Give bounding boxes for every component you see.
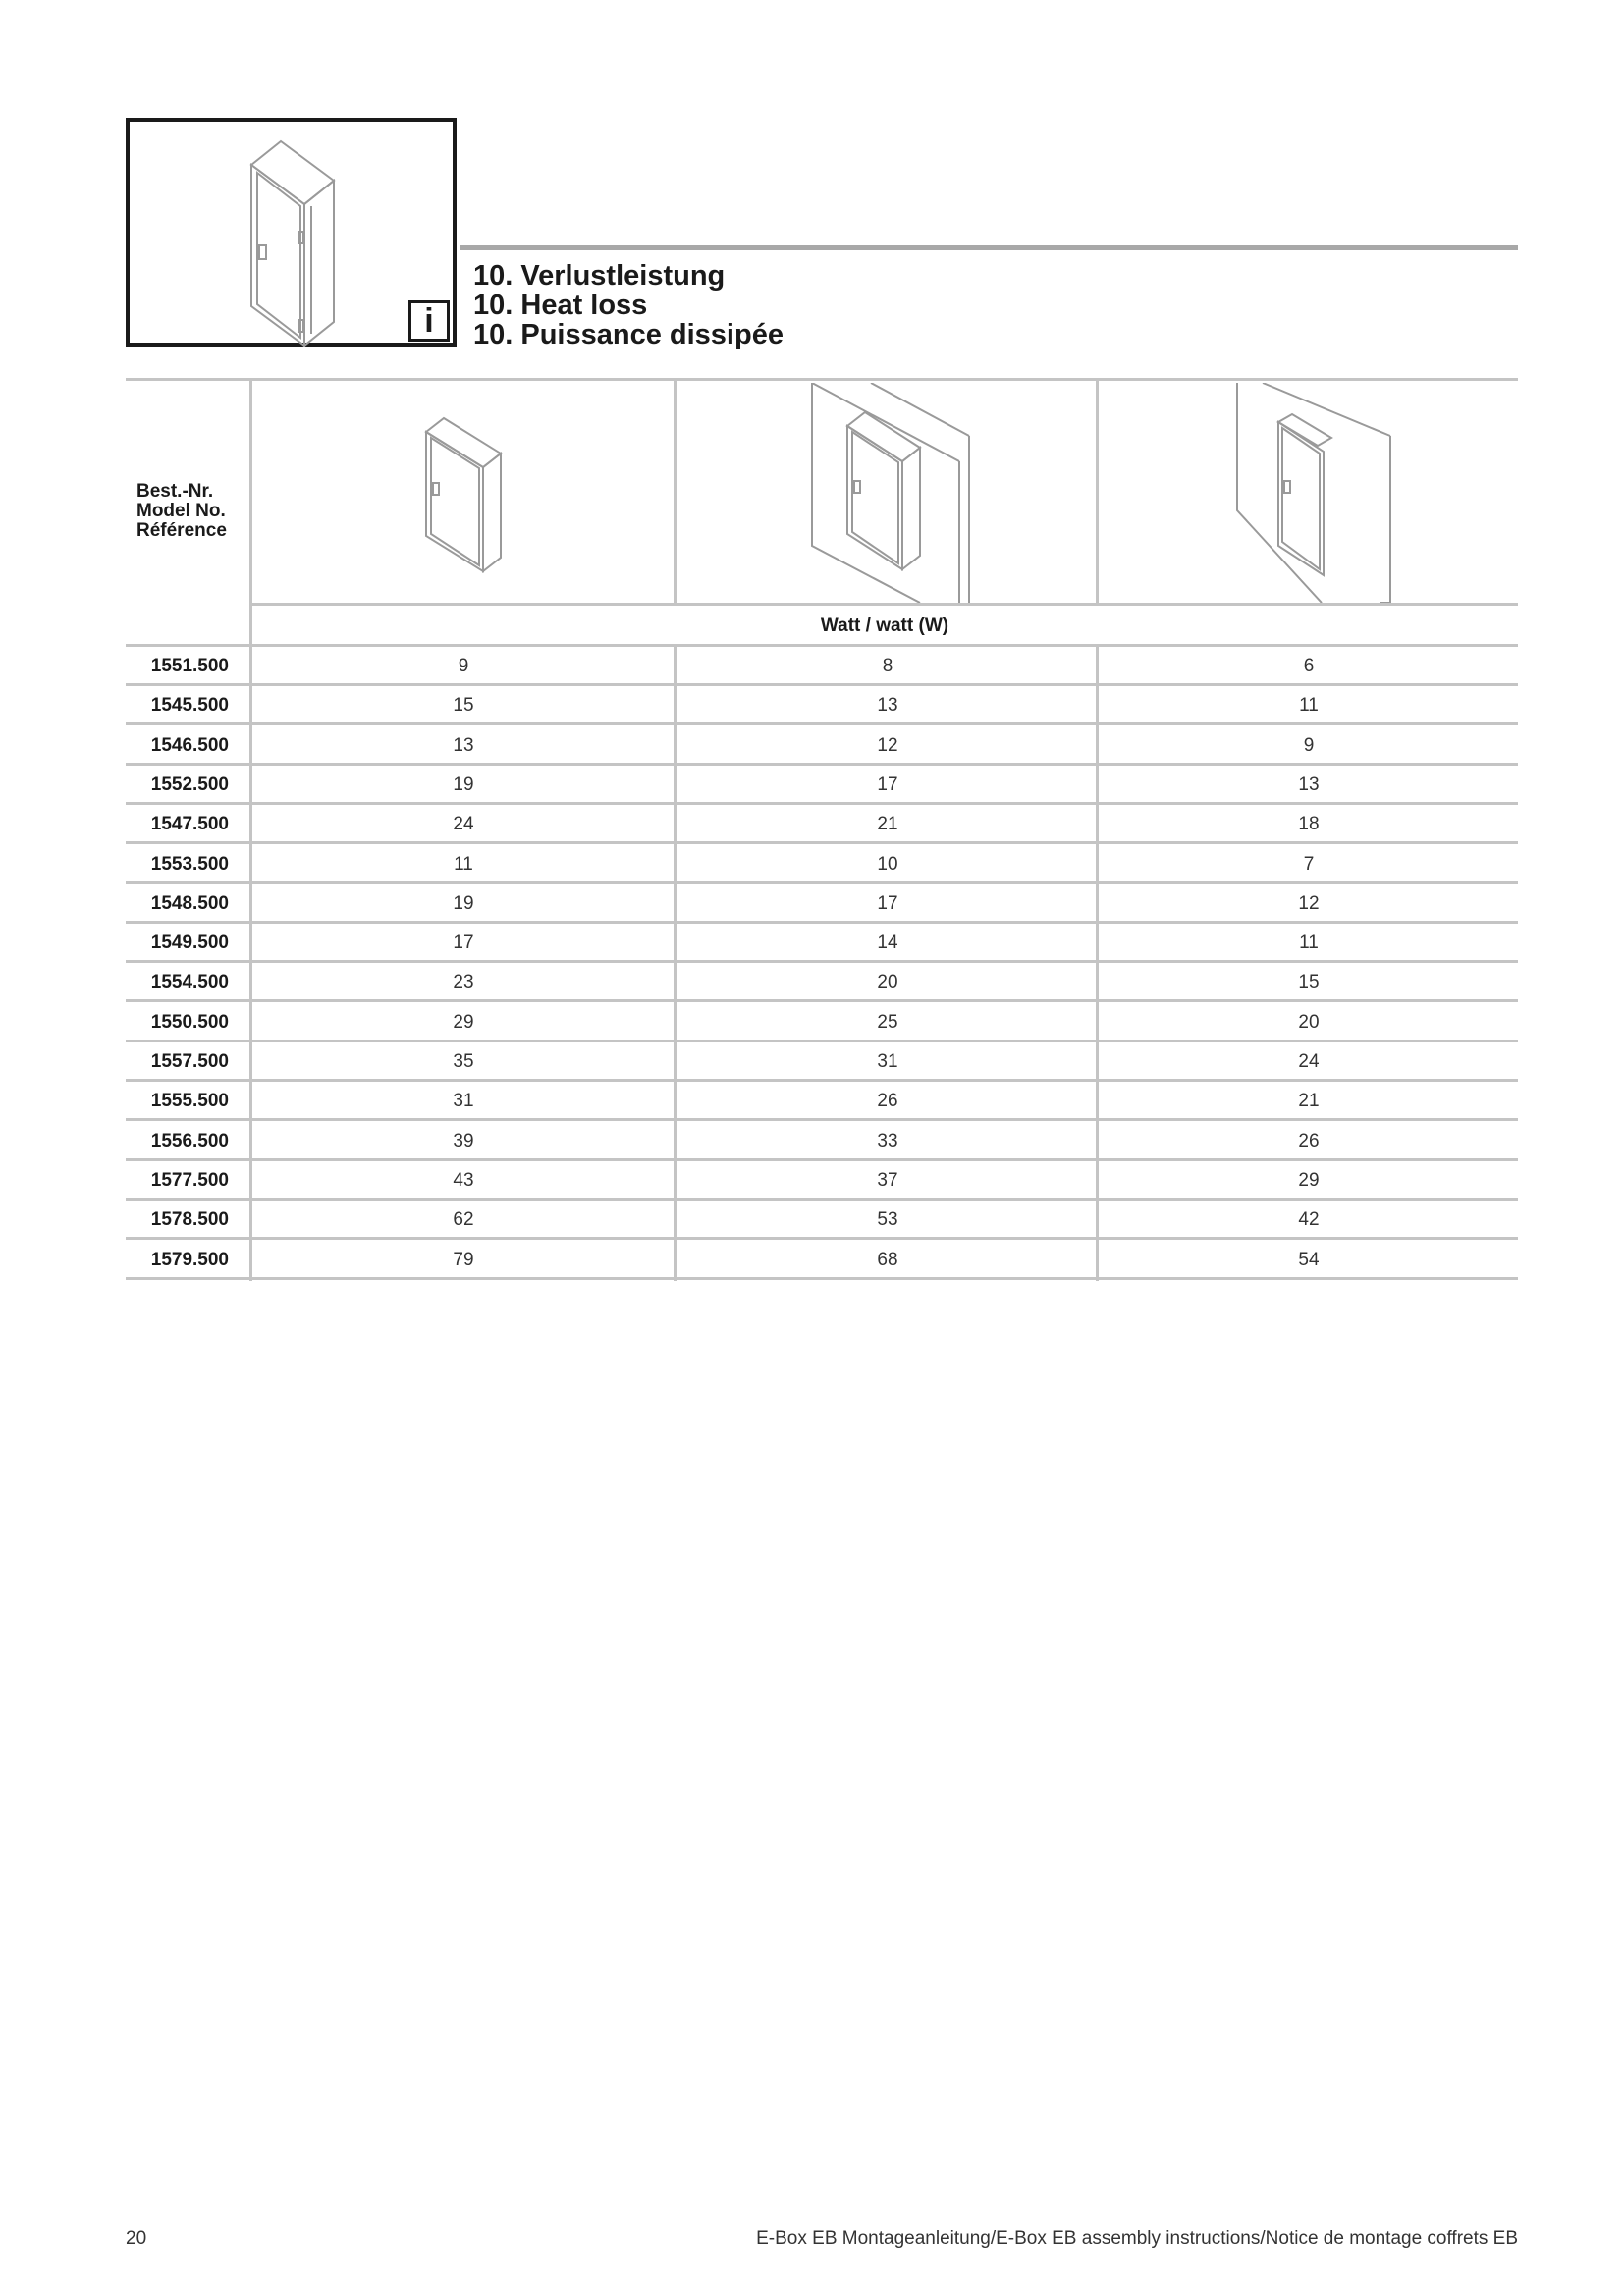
heat-loss-value: 21: [877, 814, 898, 835]
column-separator: [1096, 378, 1099, 603]
heat-loss-value: 13: [1298, 774, 1320, 795]
table-row: [126, 726, 1518, 766]
model-number: 1555.500: [150, 1091, 229, 1112]
heat-loss-value: 13: [877, 695, 898, 717]
info-icon: i: [408, 300, 450, 342]
heat-loss-value: 24: [453, 814, 474, 835]
table-row: [126, 963, 1518, 1002]
document-title: E-Box EB Montageanleitung/E-Box EB assembly instructions/Notice de montage coffrets EB: [756, 2228, 1518, 2249]
table-row: [126, 805, 1518, 844]
heat-loss-value: 18: [1298, 814, 1320, 835]
heat-loss-value: 11: [1299, 933, 1319, 954]
heat-loss-value: 26: [1298, 1130, 1320, 1151]
heat-loss-value: 62: [453, 1209, 474, 1231]
heat-loss-value: 19: [453, 892, 474, 914]
heat-loss-value: 26: [877, 1091, 898, 1112]
model-number: 1554.500: [150, 972, 229, 993]
column-1-illustration: [251, 383, 675, 603]
table-row: [126, 1003, 1518, 1042]
table-row: [126, 1161, 1518, 1201]
table-row: [126, 766, 1518, 805]
table-row: [126, 647, 1518, 686]
heat-loss-value: 9: [1303, 734, 1315, 756]
model-number: 1553.500: [150, 853, 229, 875]
heat-loss-value: 19: [453, 774, 474, 795]
heat-loss-value: 29: [453, 1011, 474, 1033]
unit-label: Watt / watt (W): [820, 615, 949, 636]
heat-loss-value: 13: [453, 734, 474, 756]
heat-loss-value: 31: [453, 1091, 474, 1112]
enclosure-illustration: [238, 135, 346, 351]
section-titles: [473, 261, 784, 349]
heat-loss-value: 15: [1298, 972, 1320, 993]
model-number: 1577.500: [150, 1169, 229, 1191]
table-row: [126, 924, 1518, 963]
model-number: 1551.500: [150, 656, 229, 676]
enclosure-illustration-box: [126, 118, 457, 347]
heat-loss-value: 20: [1298, 1011, 1320, 1033]
table-top-rule: [126, 378, 1518, 381]
model-number: 1552.500: [150, 774, 229, 795]
heat-loss-value: 54: [1298, 1249, 1320, 1270]
table-row: [126, 686, 1518, 725]
heat-loss-value: 35: [453, 1051, 474, 1072]
heat-loss-value: 7: [1303, 853, 1315, 875]
model-number: 1578.500: [150, 1209, 229, 1231]
heat-loss-value: 11: [454, 853, 473, 875]
image-row-bottom-rule: [251, 603, 1518, 606]
model-number-header: Best.-Nr. Model No. Référence: [136, 481, 227, 541]
heat-loss-value: 42: [1298, 1209, 1320, 1231]
model-number: 1557.500: [150, 1051, 229, 1072]
heat-loss-value: 8: [882, 656, 893, 676]
model-number: 1549.500: [150, 933, 229, 954]
column-separator: [674, 378, 677, 603]
heat-loss-value: 23: [453, 972, 474, 993]
title-english: 10. Heat loss: [473, 290, 648, 321]
heat-loss-value: 9: [458, 656, 469, 676]
row-rule: [126, 1277, 1518, 1280]
heat-loss-value: 20: [877, 972, 898, 993]
heat-loss-value: 10: [877, 853, 898, 875]
title-rule: [460, 245, 1518, 250]
heat-loss-value: 14: [877, 933, 898, 954]
heat-loss-value: 15: [453, 695, 474, 717]
column-2-illustration: [675, 383, 1096, 603]
heat-loss-value: 11: [1299, 695, 1319, 717]
heat-loss-value: 24: [1298, 1051, 1320, 1072]
table-row: [126, 1241, 1518, 1280]
heat-loss-value: 53: [877, 1209, 898, 1231]
heat-loss-value: 17: [877, 774, 898, 795]
table-row: [126, 884, 1518, 924]
column-3-illustration: [1096, 383, 1518, 603]
heat-loss-value: 25: [877, 1011, 898, 1033]
heat-loss-value: 21: [1298, 1091, 1320, 1112]
heat-loss-value: 37: [877, 1169, 898, 1191]
heat-loss-value: 39: [453, 1130, 474, 1151]
heat-loss-value: 31: [877, 1051, 898, 1072]
heat-loss-value: 68: [877, 1249, 898, 1270]
heat-loss-value: 29: [1298, 1169, 1320, 1191]
model-number: 1579.500: [150, 1249, 229, 1270]
model-number: 1545.500: [150, 695, 229, 717]
heat-loss-value: 33: [877, 1130, 898, 1151]
heat-loss-value: 6: [1303, 656, 1315, 676]
heat-loss-value: 17: [877, 892, 898, 914]
heat-loss-value: 12: [1298, 892, 1320, 914]
title-german: 10. Verlustleistung: [473, 260, 726, 292]
table-row: [126, 1122, 1518, 1161]
heat-loss-value: 43: [453, 1169, 474, 1191]
table-row: [126, 1082, 1518, 1121]
model-number: 1547.500: [150, 814, 229, 835]
page-number: 20: [126, 2228, 147, 2249]
table-row: [126, 1042, 1518, 1082]
model-number: 1546.500: [150, 734, 229, 756]
heat-loss-value: 79: [453, 1249, 474, 1270]
heat-loss-value: 17: [453, 933, 474, 954]
title-french: 10. Puissance dissipée: [473, 319, 784, 350]
model-number: 1556.500: [150, 1130, 229, 1151]
model-number: 1550.500: [150, 1011, 229, 1033]
heat-loss-value: 12: [877, 734, 898, 756]
table-row: [126, 1201, 1518, 1240]
model-number: 1548.500: [150, 892, 229, 914]
table-row: [126, 845, 1518, 884]
